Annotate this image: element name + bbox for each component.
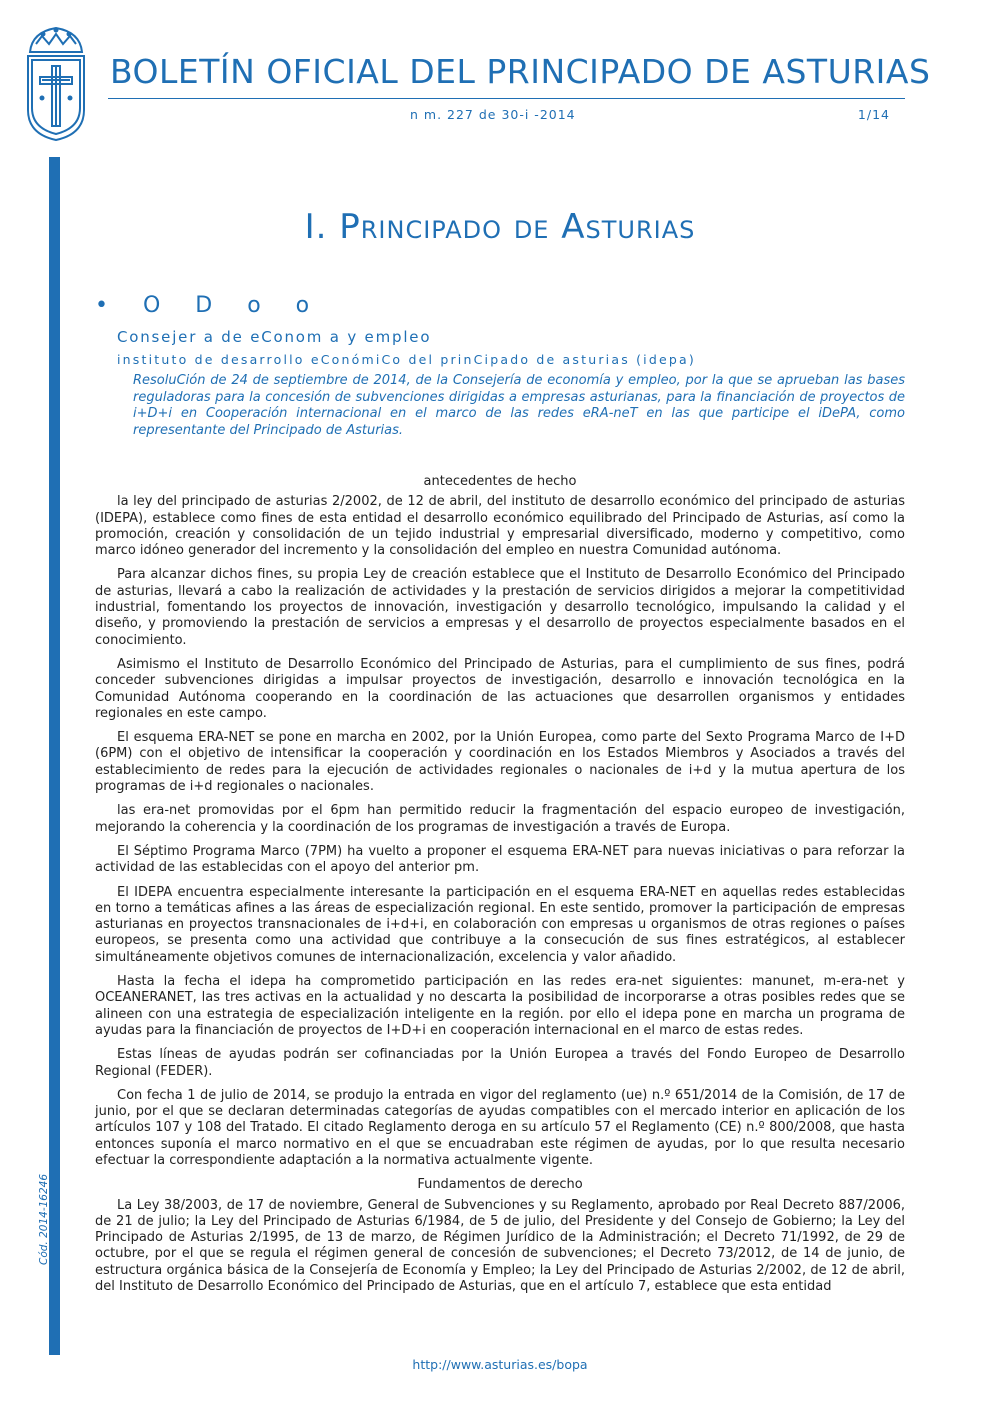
disposition-type: • O D o o <box>95 293 324 318</box>
document-code: Cód. 2014-16246 <box>38 1173 50 1265</box>
side-bar <box>49 157 60 1355</box>
section-heading-antecedentes: antecedentes de hecho <box>423 474 577 489</box>
section-numeral: I. <box>304 207 328 247</box>
disposition-heading <box>95 293 905 439</box>
organismo-name: instituto de desarrollo eConómiCo del prinCipado de asturias (idepa) <box>117 352 696 367</box>
paragraph: Asimismo el Instituto de Desarrollo Económico del Principado de Asturias, para el cumplimiento de sus fines, podrá conceder subvenciones dirigidas a impulsar proyectos de investigación, desarrollo e innovación tecnológica en la Comunidad Autónoma cooperando en la coordinación de las actuaciones que desarrollen organismos y entidades regionales en este campo. <box>95 656 905 721</box>
issue-info: n m. 227 de 30-i -2014 <box>410 107 576 122</box>
paragraph: Con fecha 1 de julio de 2014, se produjo la entrada en vigor del reglamento (ue) n.º 651/2014 de la Comisión, de 17 de junio, por el que se declaran determinadas categorías de ayudas compatibles con el mercado interior en aplicación de los artículos 107 y 108 del Tratado. El citado Reglamento deroga en su artículo 57 el Reglamento (CE) n.º 800/2008, que hasta entonces suponía el marco normativo en el que se encuadraban este régimen de ayudas, por lo que resulta necesario efectuar la correspondiente adaptación a la normativa actualmente vigente. <box>95 1087 905 1168</box>
paragraph: La Ley 38/2003, de 17 de noviembre, General de Subvenciones y su Reglamento, aprobado por Real Decreto 887/2006, de 21 de julio; la Ley del Principado de Asturias 6/1984, de 5 de julio, del Presidente y del Consejo de Gobierno; la Ley del Principado de Asturias 2/1995, de 13 de marzo, de Régimen Jurídico de la Administración; el Decreto 71/1992, de 29 de octubre, por el que se regula el régimen general de concesión de subvenciones; el Decreto 73/2012, de 14 de junio, de estructura orgánica básica de la Consejería de Economía y Empleo; la Ley del Principado de Asturias 2/2002, de 12 de abril, del Instituto de Desarrollo Económico del Principado de Asturias, que en el artículo 7, establece que esta entidad <box>95 1197 905 1295</box>
section-title <box>0 207 1000 247</box>
paragraph: las era-net promovidas por el 6pm han permitido reducir la fragmentación del espacio europeo de investigación, mejorando la coherencia y la coordinación de los programas de investigación a través de Europa. <box>95 803 905 835</box>
resolution-title: ResoluCión de 24 de septiembre de 2014, de la Consejería de economía y empleo, por la que se aprueban las bases reguladoras para la concesión de subvenciones dirigidas a empresas asturianas, para la financiación de proyectos de i+D+i en Cooperación internacional en el marco de las redes eRA-neT en las que participe el iDePA, como representante del Principado de Asturias. <box>133 373 905 438</box>
page-number: 1/14 <box>857 107 890 122</box>
section-name: Principado de Asturias <box>339 207 696 247</box>
document-body <box>95 474 905 1303</box>
paragraph: El IDEPA encuentra especialmente interesante la participación en el esquema ERA-NET en aquellas redes establecidas en torno a temáticas afines a las áreas de especialización regional. En este sentido, promover la participación de empresas asturianas en proyectos transnacionales de i+d+i, en colaboración con empresas u organismos de otras regiones o países europeos, se presenta como una actividad que contribuye a la consecución de sus fines estratégicos, al establecer simultáneamente objetivos comunes de internacionalización, excelencia y valor añadido. <box>95 884 905 965</box>
masthead-title: BOLETÍN OFICIAL DEL PRINCIPADO DE ASTURIAS <box>110 52 931 91</box>
paragraph: Para alcanzar dichos fines, su propia Ley de creación establece que el Instituto de Desarrollo Económico del Principado de asturias, llevará a cabo la realización de actividades y la prestación de servicios dirigidos a mejorar la competitividad industrial, fomentando los proyectos de innovación, investigación y desarrollo tecnológico, impulsando la calidad y el diseño, y promoviendo la prestación de servicios a empresas y el desarrollo de proyectos especialmente basados en el conocimiento. <box>95 567 905 648</box>
section-heading-fundamentos: Fundamentos de derecho <box>417 1177 583 1193</box>
masthead-divider <box>108 98 905 99</box>
paragraph: la ley del principado de asturias 2/2002, de 12 de abril, del instituto de desarrollo económico del principado de asturias (IDEPA), establece como fines de esta entidad el desarrollo económico equilibrado del Principado de Asturias, así como la promoción, creación y consolidación de un tejido industrial y empresarial diversificado, moderno y competitivo, como marco idóneo generador del incremento y la consolidación del empleo en nuestra Comunidad autónoma. <box>95 494 905 559</box>
paragraph: Estas líneas de ayudas podrán ser cofinanciadas por la Unión Europea a través del Fondo Europeo de Desarrollo Regional (FEDER). <box>95 1047 905 1079</box>
paragraph: Hasta la fecha el idepa ha comprometido participación en las redes era-net siguientes: manunet, m-era-net y OCEANERANET, las tres activas en la actualidad y no descarta la posibilidad de incorporarse a otras posibles redes que se alineen con una estrategia de especialización inteligente en la región. por ello el idepa pone en marcha un programa de ayudas para la financiación de proyectos de I+D+i en cooperación internacional en el marco de estas redes. <box>95 974 905 1038</box>
consejeria-name: Consejer a de eConom a y empleo <box>117 328 432 346</box>
footer-url-link[interactable]: http://www.asturias.es/bopa <box>412 1357 588 1372</box>
paragraph: El esquema ERA-NET se pone en marcha en 2002, por la Unión Europea, como parte del Sexto Programa Marco de I+D (6PM) con el objetivo de intensificar la cooperación y coordinación en los Estados Miembros y Asociados a través del establecimiento de redes para la ejecución de actividades regionales o nacionales de i+d y la mutua apertura de los programas de i+d regionales o nacionales. <box>95 730 905 795</box>
coat-of-arms-logo <box>22 22 90 144</box>
paragraph: El Séptimo Programa Marco (7PM) ha vuelto a proponer el esquema ERA-NET para nuevas iniciativas o para reforzar la actividad de las establecidas con el apoyo del anterior pm. <box>95 843 905 876</box>
